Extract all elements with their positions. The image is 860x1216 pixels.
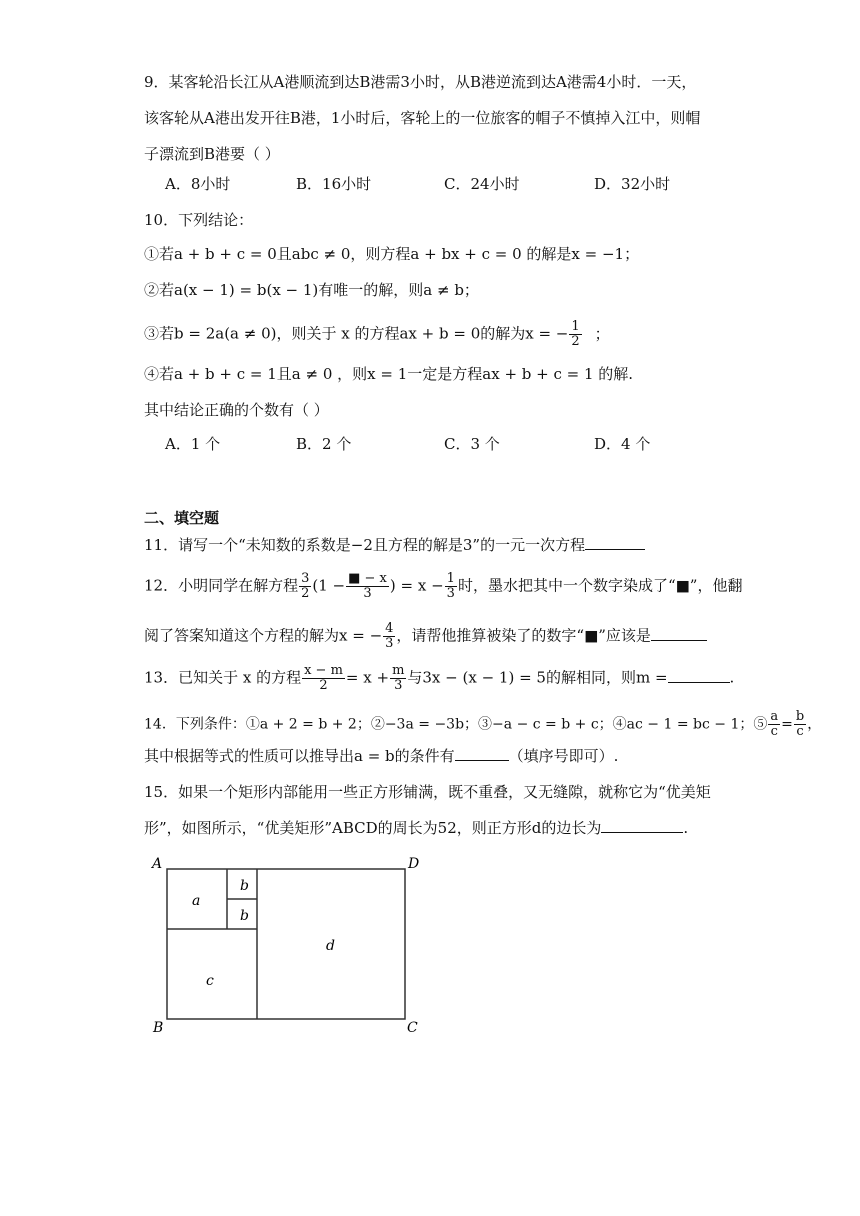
q9-option-d: D．32小时 [594, 175, 671, 193]
q10-option-d: D．4 个 [594, 435, 651, 453]
q12-paren-close: ) = x − [389, 576, 444, 595]
q14-f2-den: c [796, 724, 804, 739]
section-title-fill-in: 二、填空题 [144, 509, 220, 527]
q13-text-c: 与3x − (x − 1) = 5的解相同，则m = [407, 668, 668, 687]
q12-f2-num: ■ − x [348, 571, 387, 586]
q10-statement-4: ④若a + b + c = 1且a ≠ 0 ，则x = 1一定是方程ax + b + c = 1 的解. [144, 365, 634, 383]
square-label-b-bottom: b [240, 908, 249, 924]
q10-statement-2: ②若a(x − 1) = b(x − 1)有唯一的解，则a ≠ b； [144, 281, 479, 299]
q10-s3-end: ； [594, 324, 610, 343]
corner-label-d: D [408, 856, 420, 872]
q12-f4-num: 4 [385, 621, 394, 636]
square-label-b-top: b [240, 878, 249, 894]
q14-text-b: ， [807, 716, 822, 733]
q15-text-line2: 形”，如图所示，“优美矩形”ABCD的周长为52，则正方形d的边长为 [144, 819, 602, 837]
q13-f1-den: 2 [319, 678, 328, 693]
q10-s3-denominator: 2 [571, 334, 580, 349]
corner-label-b: B [153, 1020, 164, 1036]
q12-text-b: 时，墨水把其中一个数字染成了“■”，他翻 [457, 576, 743, 595]
q12-text-c: 阅了答案知道这个方程的解为x = − [144, 626, 383, 645]
q9-option-b: B．16小时 [296, 175, 372, 193]
q15-text-end: . [683, 819, 689, 837]
q12-f3-den: 3 [446, 586, 455, 601]
q12-text-d: ，请帮他推算被染了的数字“■”应该是 [396, 626, 651, 645]
q14-f1-den: c [770, 724, 778, 739]
q15-line-1: 15．如果一个矩形内部能用一些正方形铺满，既不重叠，又无缝隙，就称它为“优美矩 [144, 783, 711, 801]
q10-s3-text: ③若b = 2a(a ≠ 0)，则关于 x 的方程ax + b = 0的解为x = − [144, 324, 569, 343]
q12-f4-den: 3 [385, 636, 394, 651]
q10-question: 其中结论正确的个数有（ ） [144, 401, 329, 419]
q12-text-a: 12．小明同学在解方程 [144, 576, 299, 595]
q14-text-a: 14．下列条件：①a + 2 = b + 2；②−3a = −3b；③−a − c = b + c；④ac − 1 = bc − 1；⑤ [144, 716, 768, 733]
q13-text-end: . [729, 668, 735, 687]
q10-option-a: A．1 个 [165, 435, 221, 453]
q10-s3-numerator: 1 [571, 319, 580, 334]
square-label-c: c [206, 973, 214, 989]
q14-text-line2-end: （填序号即可）. [508, 747, 619, 765]
q14-f2-num: b [795, 709, 805, 724]
q12-f1-den: 2 [301, 586, 310, 601]
q13-f1-num: x − m [304, 663, 343, 678]
q11-text: 11．请写一个“未知数的系数是−2且方程的解是3”的一元一次方程 [144, 536, 586, 554]
q9-option-a: A．8小时 [165, 175, 231, 193]
q13-text-b: = x + [345, 668, 390, 687]
q10-intro: 10．下列结论： [144, 211, 254, 229]
rectangle-abcd [167, 869, 405, 1019]
q9-line-3: 子漂流到B港要（ ） [144, 145, 280, 163]
q10-statement-1: ①若a + b + c = 0且abc ≠ 0，则方程a + bx + c = 0 的解是x = −1； [144, 245, 640, 263]
q10-option-c: C．3 个 [444, 435, 500, 453]
q14-text-line2: 其中根据等式的性质可以推导出a = b的条件有 [144, 747, 455, 765]
corner-label-a: A [152, 856, 163, 872]
q13-text-a: 13．已知关于 x 的方程 [144, 668, 302, 687]
q14-f1-num: a [770, 709, 779, 724]
square-label-d: d [326, 938, 335, 954]
q14-equals: = [781, 716, 793, 733]
q9-option-c: C．24小时 [444, 175, 520, 193]
q13-f2-den: 3 [394, 678, 403, 693]
q12-paren-open: (1 − [312, 576, 346, 595]
q12-f1-num: 3 [301, 571, 310, 586]
q10-option-b: B．2 个 [296, 435, 352, 453]
q13-f2-num: m [392, 663, 405, 678]
square-label-a: a [192, 893, 201, 909]
q9-line-1: 9．某客轮沿长江从A港顺流到达B港需3小时，从B港逆流到达A港需4小时．一天， [144, 73, 697, 91]
corner-label-c: C [407, 1020, 418, 1036]
q12-f2-den: 3 [363, 586, 372, 601]
q9-line-2: 该客轮从A港出发开往B港，1小时后，客轮上的一位旅客的帽子不慎掉入江中，则帽 [144, 109, 701, 127]
q12-f3-num: 1 [446, 571, 455, 586]
